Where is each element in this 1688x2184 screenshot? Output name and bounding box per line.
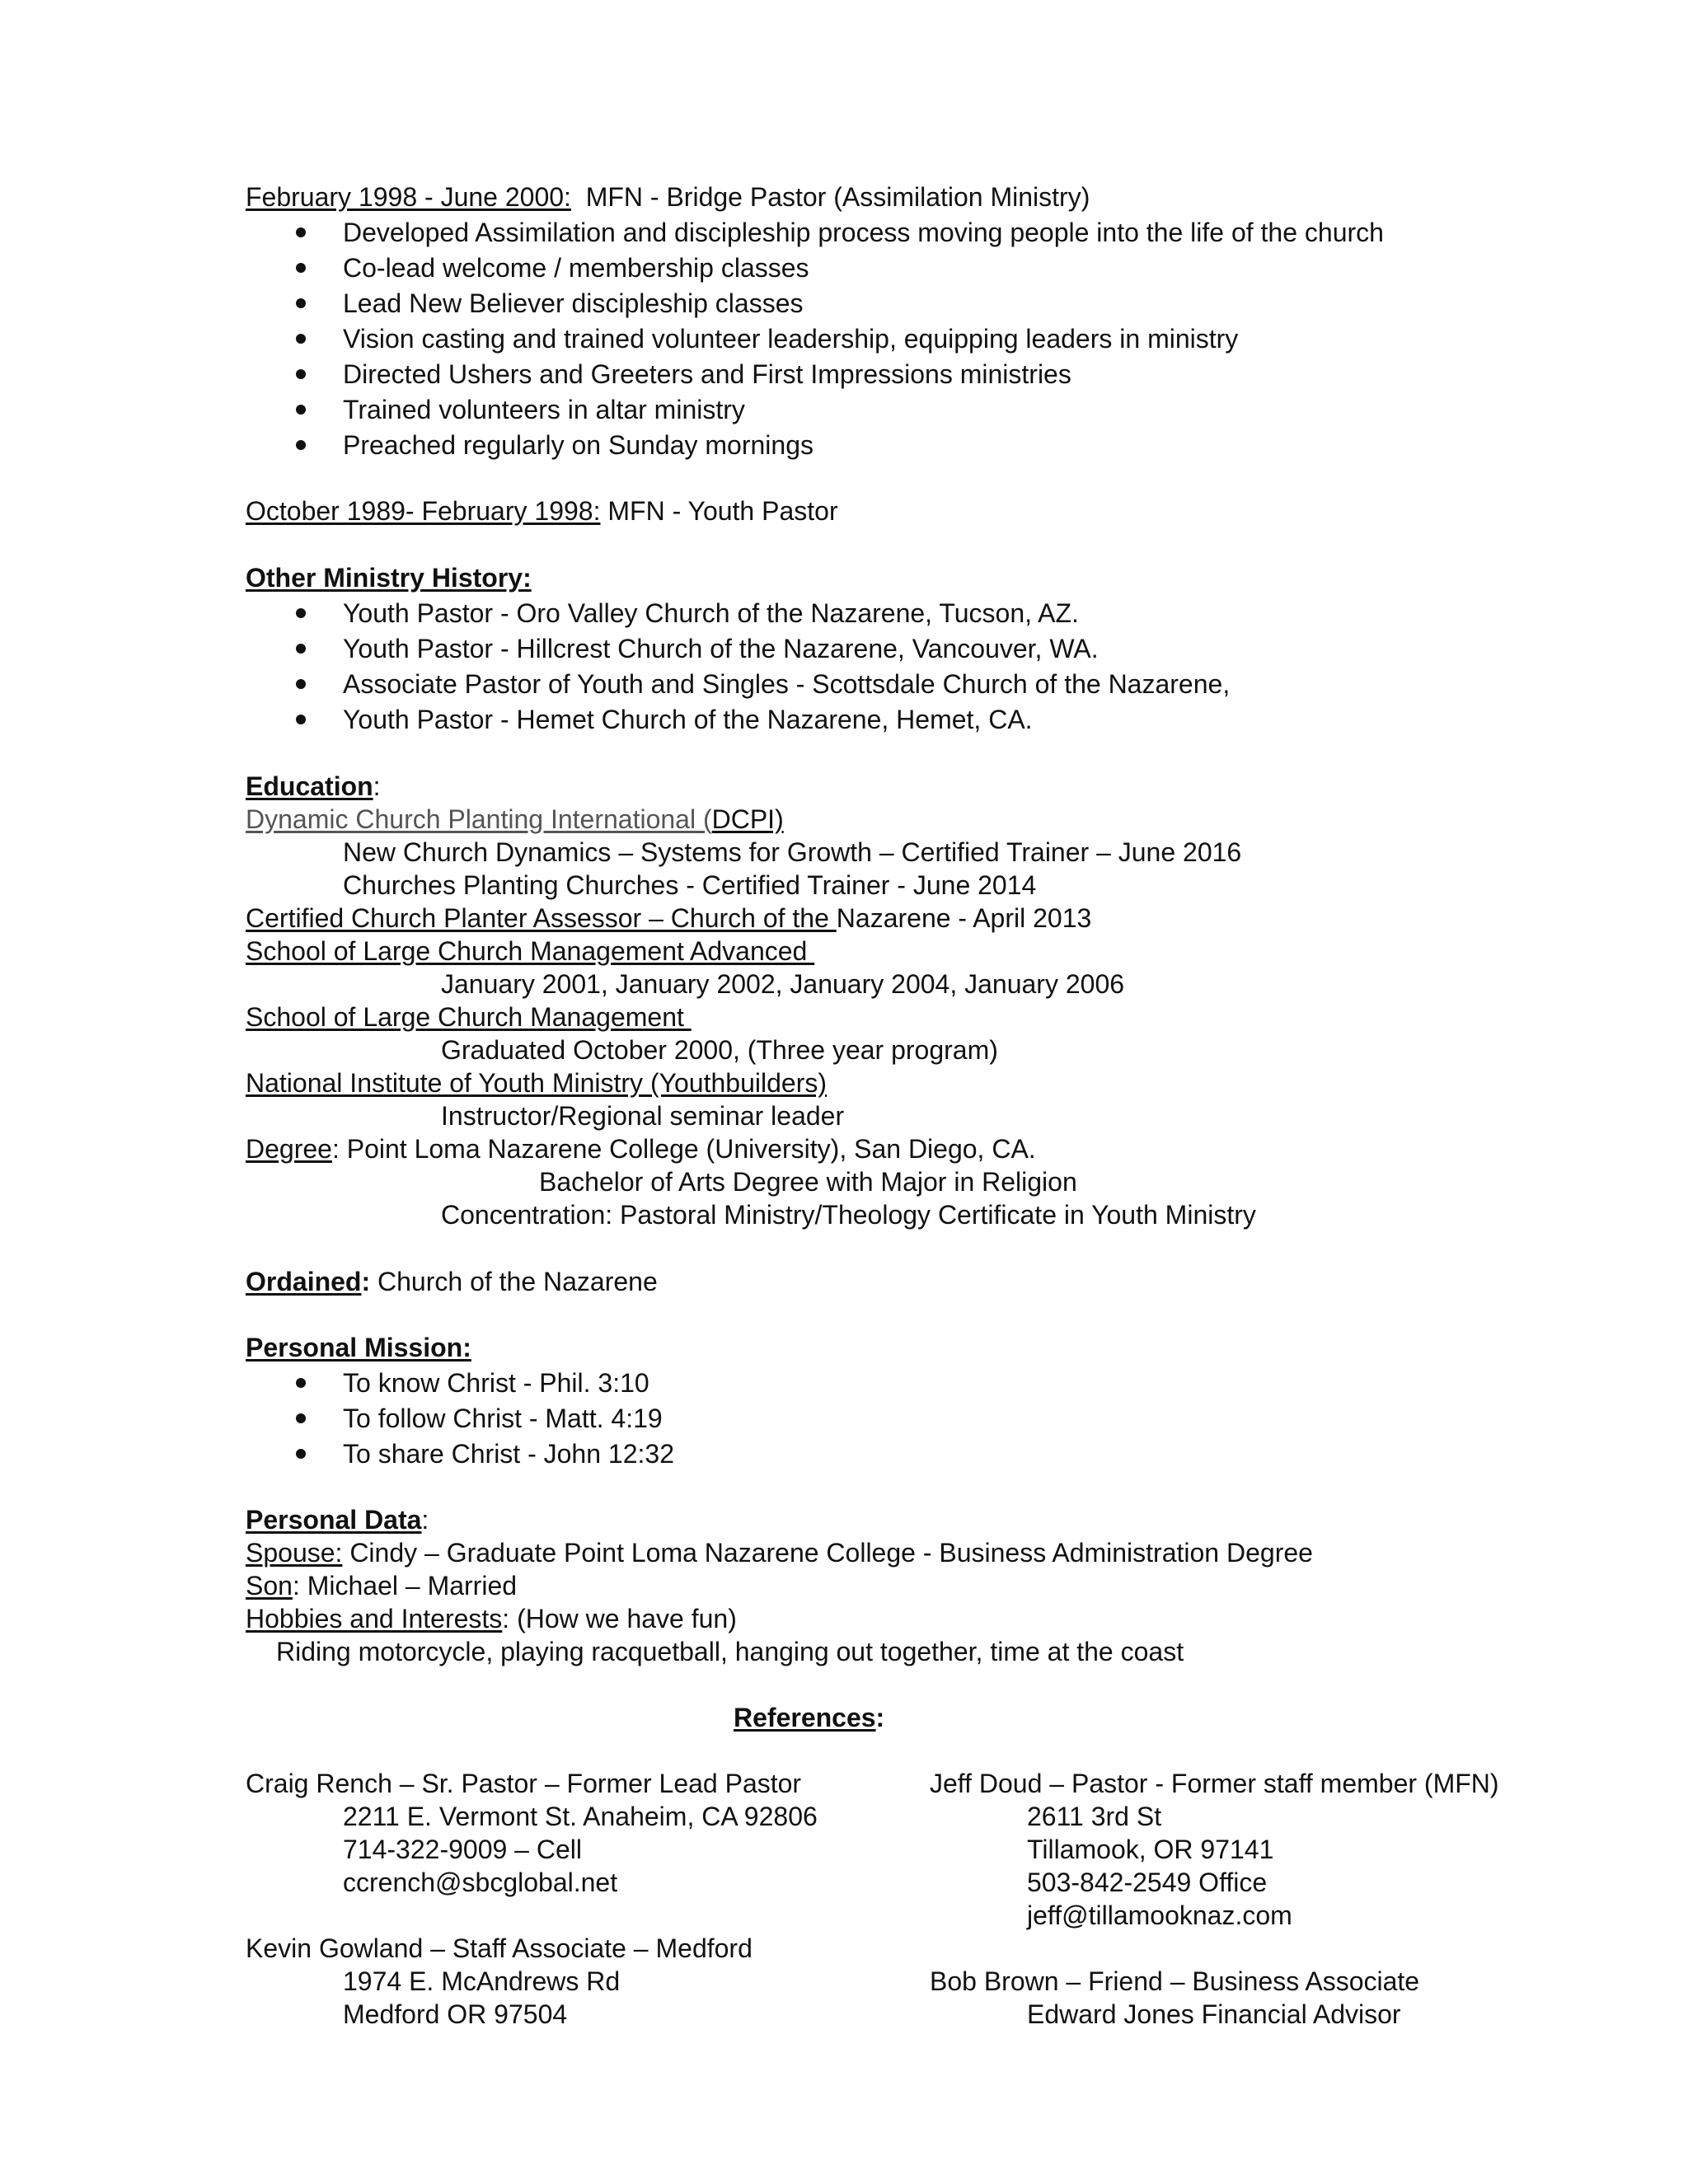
youth-pastor-dates: October 1989- February 1998: <box>246 496 601 526</box>
dcpi-name[interactable]: Dynamic Church Planting International ( <box>246 804 712 834</box>
personal-heading <box>246 1503 429 1536</box>
bullet-icon <box>296 1413 306 1423</box>
bullet-icon <box>296 440 306 450</box>
references-heading-label: References <box>734 1703 876 1732</box>
reference-email: jeff@tillamooknaz.com <box>1027 1900 1292 1930</box>
dcpi-abbr[interactable]: DCPI) <box>711 804 784 834</box>
other-ministry-heading: Other Ministry History: <box>246 563 532 593</box>
list-item: Vision casting and trained volunteer leadership, equipping leaders in ministry <box>343 324 1239 354</box>
bullet-icon <box>296 405 306 415</box>
dcpi-item: Churches Planting Churches - Certified Trainer - June 2014 <box>343 870 1037 900</box>
list-item: Directed Ushers and Greeters and First Impressions ministries <box>343 359 1071 389</box>
ordained-label: Ordained <box>246 1267 362 1296</box>
spouse-text: Cindy – Graduate Point Loma Nazarene College - Business Administration Degree <box>342 1538 1313 1568</box>
son-label: Son <box>246 1571 293 1601</box>
hobbies-entry <box>246 1602 737 1635</box>
education-heading <box>246 770 381 803</box>
assessor-rest: Nazarene - April 2013 <box>836 903 1092 933</box>
references-heading <box>734 1701 884 1734</box>
hobbies-detail: Riding motorcycle, playing racquetball, hanging out together, time at the coast <box>276 1637 1184 1666</box>
bridge-pastor-entry <box>246 180 1090 213</box>
bridge-pastor-dates: February 1998 - June 2000: <box>246 182 571 212</box>
spouse-entry <box>246 1536 1313 1569</box>
reference-address: 2611 3rd St <box>1027 1802 1162 1831</box>
list-item: To share Christ - John 12:32 <box>343 1439 674 1469</box>
education-heading-label: Education <box>246 771 373 801</box>
reference-name: Jeff Doud – Pastor - Former staff member (MFN) <box>930 1769 1499 1798</box>
niym: National Institute of Youth Ministry (Youthbuilders) <box>246 1068 827 1098</box>
personal-heading-colon: : <box>421 1505 429 1535</box>
bullet-icon <box>296 334 306 344</box>
assessor-underlined: Certified Church Planter Assessor – Church of the <box>246 903 837 933</box>
references-heading-colon: : <box>875 1703 885 1732</box>
reference-address: 1974 E. McAndrews Rd <box>343 1966 621 1996</box>
list-item: To know Christ - Phil. 3:10 <box>343 1368 649 1398</box>
slcm-advanced-dates: January 2001, January 2002, January 2004, January 2006 <box>441 969 1125 999</box>
niym-detail: Instructor/Regional seminar leader <box>441 1101 845 1131</box>
reference-phone: 714-322-9009 – Cell <box>343 1835 582 1864</box>
bullet-icon <box>296 369 306 379</box>
reference-city: Medford OR 97504 <box>343 1999 568 2029</box>
list-item: Trained volunteers in altar ministry <box>343 395 745 424</box>
spouse-label: Spouse: <box>246 1538 343 1568</box>
degree-concentration: Concentration: Pastoral Ministry/Theology Certificate in Youth Ministry <box>441 1200 1256 1230</box>
list-item: Youth Pastor - Hemet Church of the Nazarene, Hemet, CA. <box>343 705 1033 734</box>
dcpi-item: New Church Dynamics – Systems for Growth – Certified Trainer – June 2016 <box>343 837 1242 867</box>
bullet-icon <box>296 1378 306 1388</box>
degree-label: Degree <box>246 1134 332 1164</box>
bullet-icon <box>296 679 306 689</box>
degree-major: Bachelor of Arts Degree with Major in Religion <box>539 1167 1077 1197</box>
mission-heading: Personal Mission: <box>246 1333 471 1362</box>
list-item: Preached regularly on Sunday mornings <box>343 430 814 460</box>
ordained-entry <box>246 1265 658 1298</box>
dcpi-link[interactable] <box>246 803 784 836</box>
bullet-icon <box>296 1449 306 1459</box>
bullet-icon <box>296 298 306 308</box>
slcm-advanced: School of Large Church Management Advanced <box>246 936 815 966</box>
assessor-entry <box>246 902 1091 935</box>
reference-name: Craig Rench – Sr. Pastor – Former Lead Pastor <box>246 1769 802 1798</box>
list-item: To follow Christ - Matt. 4:19 <box>343 1404 663 1433</box>
hobbies-text: : (How we have fun) <box>502 1604 737 1633</box>
slcm-detail: Graduated October 2000, (Three year program) <box>441 1035 998 1065</box>
ordained-text: Church of the Nazarene <box>370 1267 658 1296</box>
reference-name: Bob Brown – Friend – Business Associate <box>930 1966 1420 1996</box>
list-item: Developed Assimilation and discipleship process moving people into the life of the church <box>343 218 1384 247</box>
list-item: Lead New Believer discipleship classes <box>343 288 804 318</box>
reference-email: ccrench@sbcglobal.net <box>343 1868 618 1897</box>
list-item: Youth Pastor - Oro Valley Church of the Nazarene, Tucson, AZ. <box>343 598 1079 628</box>
bullet-icon <box>296 715 306 724</box>
son-text: : Michael – Married <box>292 1571 518 1601</box>
list-item: Associate Pastor of Youth and Singles - Scottsdale Church of the Nazarene, <box>343 669 1231 699</box>
ordained-colon: : <box>361 1267 371 1296</box>
bullet-icon <box>296 644 306 654</box>
hobbies-label: Hobbies and Interests <box>246 1604 503 1633</box>
reference-title: Edward Jones Financial Advisor <box>1027 1999 1401 2029</box>
personal-heading-label: Personal Data <box>246 1505 422 1535</box>
list-item: Co-lead welcome / membership classes <box>343 253 809 283</box>
reference-city: Tillamook, OR 97141 <box>1027 1835 1274 1864</box>
bullet-icon <box>296 227 306 237</box>
degree-entry <box>246 1132 1036 1165</box>
youth-pastor-title: MFN - Youth Pastor <box>600 496 838 526</box>
reference-phone: 503-842-2549 Office <box>1027 1868 1268 1897</box>
reference-name: Kevin Gowland – Staff Associate – Medford <box>246 1933 753 1963</box>
bullet-icon <box>296 263 306 273</box>
slcm: School of Large Church Management <box>246 1002 692 1032</box>
reference-address: 2211 E. Vermont St. Anaheim, CA 92806 <box>343 1802 818 1831</box>
son-entry <box>246 1569 517 1602</box>
bullet-icon <box>296 608 306 618</box>
degree-text: : Point Loma Nazarene College (University), San Diego, CA. <box>331 1134 1036 1164</box>
youth-pastor-entry <box>246 494 838 527</box>
list-item: Youth Pastor - Hillcrest Church of the Nazarene, Vancouver, WA. <box>343 634 1099 663</box>
education-heading-colon: : <box>373 771 381 801</box>
bridge-pastor-title: MFN - Bridge Pastor (Assimilation Ministry) <box>570 182 1090 212</box>
